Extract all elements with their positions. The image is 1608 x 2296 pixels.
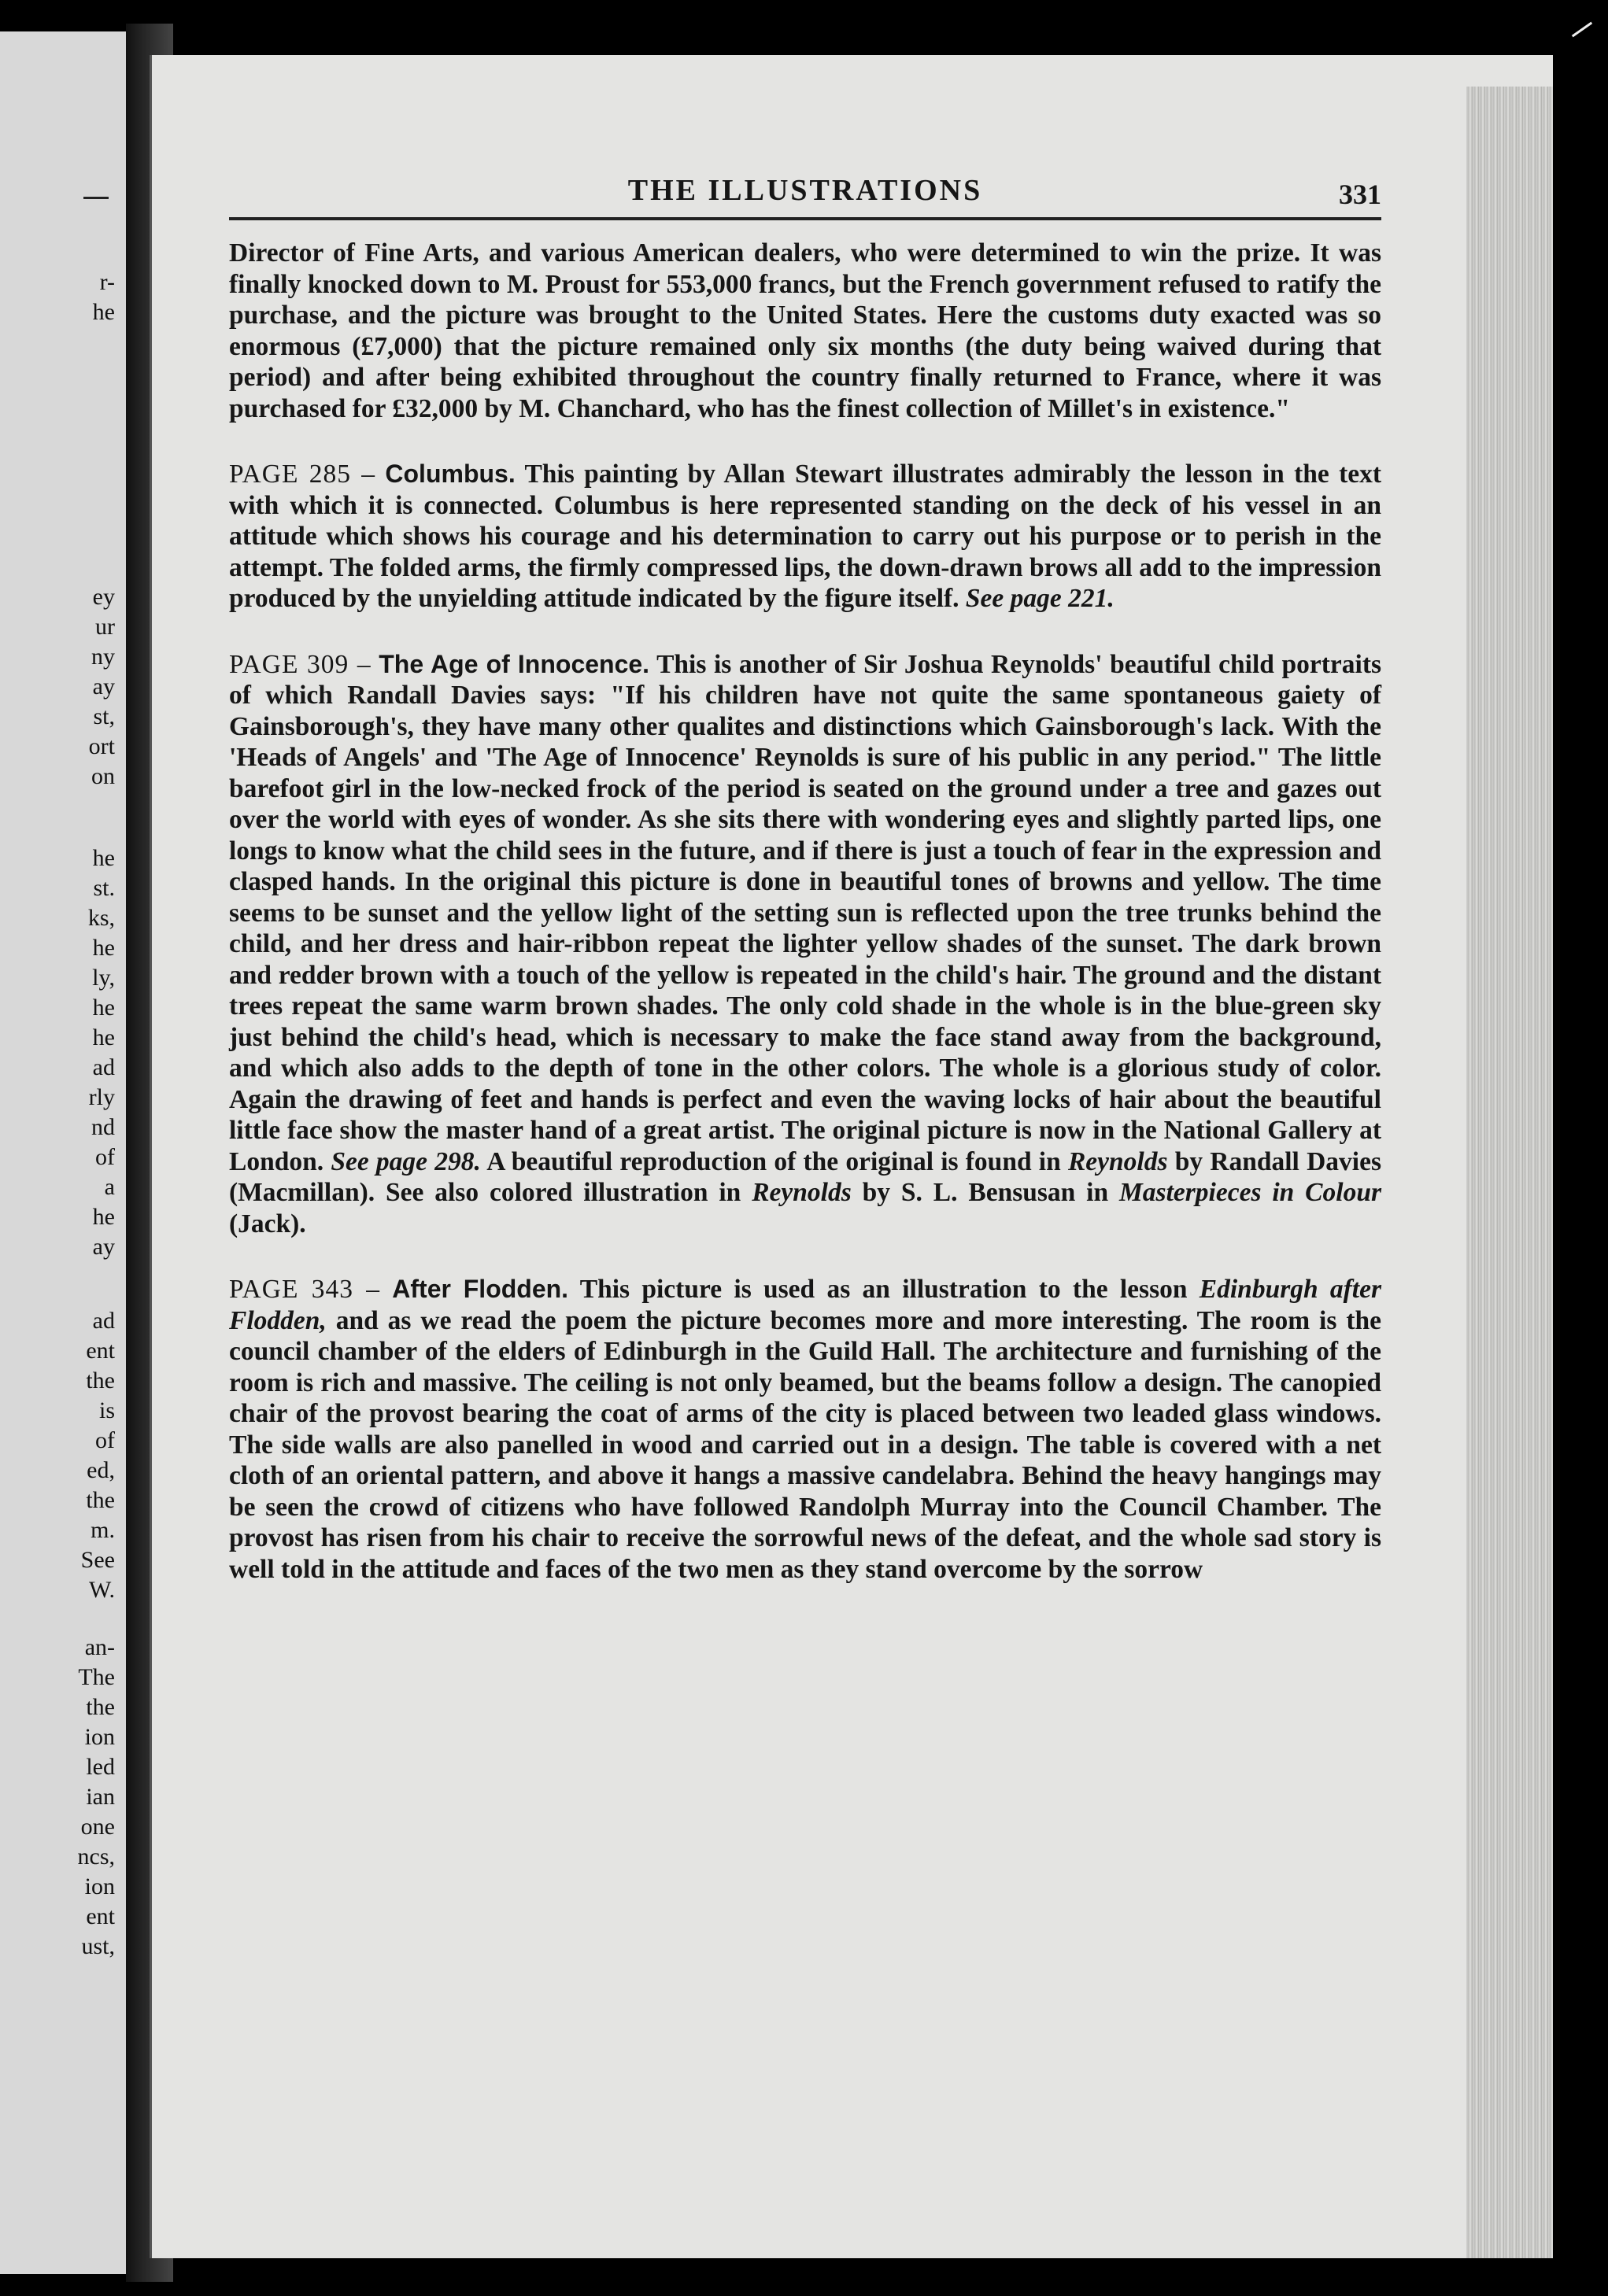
left-page-fragment: st.	[93, 875, 115, 901]
left-page-fragment: See	[80, 1547, 115, 1573]
left-page-fragment: ay	[92, 674, 115, 700]
book-title: Reynolds	[1067, 1146, 1168, 1176]
left-page-fragment: of	[95, 1427, 115, 1453]
left-page-fragment: the	[86, 1368, 115, 1393]
left-page-fragment: W.	[88, 1577, 115, 1603]
left-page-fragment: ust,	[81, 1933, 115, 1959]
left-page-fragment: a	[104, 1174, 115, 1200]
left-page-fragment: ort	[88, 733, 115, 759]
entry-text: and as we read the poem the picture becomes more and more interesting. The room is the council chamber of the elders of Edinburgh in the Guild Hall. The architecture and furnishing of the room is rich and massive. The ceiling is not only beamed, but the beams follow a design. The canopied chair of the provost bearing the coat of arms of the city is placed between two leaded glass windows. The side walls are also panelled in wood and carried out in a design. The table is covered with a net cloth of an oriental pattern, and above it hangs a massive candelabra. Behind the heavy hangings may be seen the crowd of citizens who have followed Randolph Murray into the Council Chamber. The provost has risen from his chair to receive the sorrowful news of the defeat, and the whole sad story is well told in the attitude and faces of the two men as they stand overcome by the sorrow	[229, 1305, 1381, 1584]
entry-text: by S. L. Bensusan in	[851, 1178, 1119, 1207]
left-page-fragment: one	[80, 1814, 115, 1840]
scan-corner-mark	[1572, 22, 1592, 38]
series-title: Masterpieces in Colour	[1119, 1178, 1381, 1207]
entry-text: by Randall Davies (Macmillan). See also colored illustration in	[229, 1146, 1381, 1207]
page	[150, 55, 1553, 2258]
left-page-fragment: ks,	[87, 905, 115, 931]
left-page-fragment: on	[91, 763, 115, 789]
entry-text: This painting by Allan Stewart illustrates admirably the lesson in the text with which it is connected. Columbus is here represented standing on the deck of his vessel in an attitude which shows his courage and his determination to carry out his purpose or to perish in the attempt. The folded arms, the firmly compressed lips, the down-drawn brows all add to the impression produced by the unyielding attitude indicated by the figure itself.	[229, 460, 1381, 613]
entry-columbus	[229, 459, 1381, 615]
left-page-fragment: he	[92, 1204, 115, 1230]
left-page-rule	[83, 197, 109, 199]
left-page-fragment: ey	[92, 584, 115, 610]
left-page-fragment: ly,	[92, 965, 115, 991]
running-title: THE ILLUSTRATIONS	[627, 174, 983, 207]
left-page-fragment: st,	[93, 703, 115, 729]
entry-title: The Age of Innocence.	[379, 649, 650, 678]
left-page-fragment: The	[78, 1664, 115, 1690]
entry-page-label: PAGE 285 –	[229, 460, 376, 489]
book-title: Reynolds	[752, 1178, 852, 1207]
page-edges	[1466, 87, 1553, 2258]
left-page-fragment: nd	[91, 1114, 115, 1140]
left-page-fragment: of	[95, 1144, 115, 1170]
left-page-fragment: ur	[95, 614, 115, 640]
left-page-fragment: ion	[84, 1724, 115, 1750]
left-page-fragment: ed,	[87, 1457, 115, 1483]
entry-text: This is another of Sir Joshua Reynolds' beautiful child portraits of which Randall Davies says: "If his children have not quite the same spontaneous gaiety of Gainsborough's, they have many other qualites and distinctions which Gainsborough's lack. With the 'Heads of Angels' and 'The Age of Innocence' Reynolds is sure of his public in any period." The little barefoot girl in the low-necked frock of the period is seated on the ground under a tree and gazes out over the world with eyes of wonder. As she sits there with wondering eyes and slightly parted lips, one longs to know what the child sees in the future, and if there is just a touch of fear in the expression and clasped hands. In the original this picture is done in beautiful tones of browns and yellow. The time seems to be sunset and the yellow light of the setting sun is reflected upon the tree trunks behind the child, and her dress and hair-ribbon repeat the lighter yellow shades of the sunset. The dark brown and redder brown with a touch of the yellow is repeated in the child's hair. The ground and the distant trees repeat the same warm brown shades. The only cold shade in the whole is in the blue-green sky just behind the child's head, which is necessary to make the face stand away from the background, and which also adds to the depth of tone in the other colors. The whole is a glorious study of color. Again the drawing of feet and hands is perfect and even the waving locks of hair about the beautiful little face show the master hand of a great artist. The original picture is now in the National Gallery at London.	[229, 649, 1382, 1176]
entry-text: (Jack).	[229, 1209, 306, 1238]
entry-after-flodden	[229, 1274, 1381, 1585]
entry-page-label: PAGE 309 –	[229, 649, 372, 679]
left-page-fragment: he	[92, 299, 115, 325]
paragraph-intro-text: Director of Fine Arts, and various American dealers, who were determined to win the prize. It was finally knocked down to M. Proust for 553,000 francs, but the French government refused to ratify the purchase, and the picture was brought to the United States. Here the customs duty exacted was so enormous (£7,000) that the picture remained only six months (the duty being waived during that period) and after being exhibited throughout the country finally returned to France, where it was purchased for £32,000 by M. Chanchard, who has the finest collection of Millet's in existence."	[229, 238, 1381, 423]
entry-title: Columbus.	[385, 460, 516, 488]
left-page-fragment: the	[86, 1694, 115, 1720]
left-page-fragment: is	[98, 1397, 115, 1423]
left-page-fragment: ad	[92, 1054, 115, 1080]
cross-reference: See page 221.	[965, 584, 1115, 613]
left-page-fragment: ion	[84, 1873, 115, 1899]
entry-title: After Flodden.	[392, 1275, 569, 1303]
entry-text: This picture is used as an illustration to the lesson	[568, 1275, 1200, 1304]
page-number: 331	[1339, 179, 1381, 210]
left-page-fragment: he	[92, 935, 115, 961]
left-page-fragment: he	[92, 1024, 115, 1050]
left-page-fragment: led	[86, 1754, 115, 1780]
left-page-fragment: the	[86, 1487, 115, 1513]
left-page-fragment: ent	[86, 1338, 115, 1364]
left-page-fragment: ay	[92, 1234, 115, 1260]
entry-age-of-innocence	[229, 649, 1381, 1240]
left-page-fragment: ent	[86, 1903, 115, 1929]
cross-reference: See page 298.	[331, 1146, 481, 1176]
left-page-fragment: ncs,	[77, 1844, 115, 1870]
left-page-fragment: rly	[88, 1084, 115, 1110]
left-page-fragment: ian	[86, 1784, 115, 1810]
left-page-fragment: r-	[99, 269, 115, 295]
left-page-fragment: ny	[91, 644, 115, 670]
paragraph-intro	[229, 238, 1381, 424]
left-facing-page	[0, 31, 131, 2274]
running-head	[229, 173, 1381, 220]
left-page-fragment: he	[92, 995, 115, 1021]
page-content	[229, 173, 1381, 1585]
left-page-fragment: an-	[84, 1634, 115, 1660]
left-page-fragment: ad	[92, 1308, 115, 1334]
lesson-title: Edinburgh after Flodden,	[229, 1275, 1382, 1335]
left-page-fragment: he	[92, 845, 115, 871]
left-page-fragment: m.	[91, 1517, 115, 1543]
entry-text: A beautiful reproduction of the original is found in	[480, 1146, 1068, 1176]
entry-page-label: PAGE 343 –	[229, 1275, 380, 1304]
